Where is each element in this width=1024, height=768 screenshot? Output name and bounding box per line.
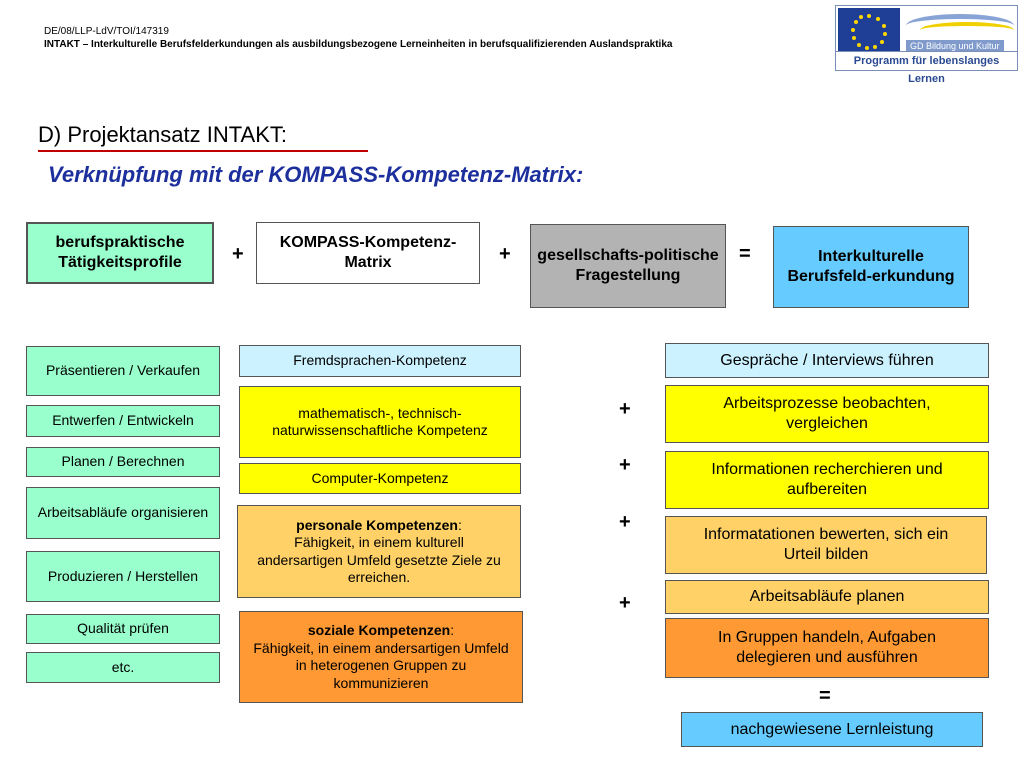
plus-sign-2: + <box>499 243 511 265</box>
title-underline <box>38 150 368 152</box>
top-box-kompass: KOMPASS-Kompetenz-Matrix <box>256 222 480 284</box>
top-box-question: gesellschafts-politische Fragestellung <box>530 224 726 308</box>
right-item-observe: Arbeitsprozesse beobachten, vergleichen <box>665 385 989 443</box>
program-label: Programm für lebenslanges Lernen <box>836 51 1017 70</box>
mid-item-foreign-language: Fremdsprachen-Kompetenz <box>239 345 521 377</box>
page-title: D) Projektansatz INTAKT: <box>38 122 287 147</box>
left-item-3: Planen / Berechnen <box>26 447 220 477</box>
eu-logo <box>835 5 1018 85</box>
page-subtitle: Verknüpfung mit der KOMPASS-Kompetenz-Matrix: <box>48 162 584 187</box>
plus-sign-right-4: + <box>619 592 631 614</box>
right-item-evaluate: Informatationen bewerten, sich ein Urteil bilden <box>665 516 987 574</box>
left-item-2: Entwerfen / Entwickeln <box>26 405 220 437</box>
right-item-plan: Arbeitsabläufe planen <box>665 580 989 614</box>
result-box: nachgewiesene Lernleistung <box>681 712 983 747</box>
left-item-7: etc. <box>26 652 220 683</box>
mid-item-math: mathematisch-, technisch-naturwissenschaftliche Kompetenz <box>239 386 521 458</box>
mid-item-computer: Computer-Kompetenz <box>239 463 521 494</box>
personal-title: personale Kompetenzen <box>296 516 458 533</box>
plus-sign-right-3: + <box>619 511 631 533</box>
equals-sign-bottom: = <box>819 685 831 707</box>
left-item-1: Präsentieren / Verkaufen <box>26 346 220 396</box>
personal-colon: : <box>457 516 462 533</box>
dg-label: GD Bildung und Kultur <box>906 40 1004 52</box>
left-item-5: Produzieren / Herstellen <box>26 551 220 602</box>
mid-item-social <box>239 611 523 703</box>
personal-competence-heading <box>296 517 462 535</box>
swoosh-yellow-icon <box>920 22 1014 38</box>
social-competence-heading <box>308 622 454 640</box>
eu-flag-icon <box>838 8 900 52</box>
equals-sign-top: = <box>739 243 751 265</box>
project-id: DE/08/LLP-LdV/TOI/147319 <box>44 26 169 37</box>
right-item-groups: In Gruppen handeln, Aufgaben delegieren und ausführen <box>665 618 989 678</box>
left-item-6: Qualität prüfen <box>26 614 220 644</box>
top-box-profiles: berufspraktische Tätigkeitsprofile <box>26 222 214 284</box>
project-title: INTAKT – Interkulturelle Berufsfelderkundungen als ausbildungsbezogene Lerneinheiten in berufsqualifizierenden Auslandspraktika <box>44 39 673 50</box>
right-item-research: Informationen recherchieren und aufbereiten <box>665 451 989 509</box>
mid-item-personal <box>237 505 521 598</box>
plus-sign-1: + <box>232 243 244 265</box>
plus-sign-right-1: + <box>619 398 631 420</box>
social-title: soziale Kompetenzen <box>307 622 451 638</box>
plus-sign-right-2: + <box>619 454 631 476</box>
social-colon: : <box>450 622 455 638</box>
social-competence-text: Fähigkeit, in einem andersartigen Umfeld in heterogenen Gruppen zu kommunizieren <box>253 639 509 691</box>
right-item-interviews: Gespräche / Interviews führen <box>665 343 989 378</box>
personal-competence-text: Fähigkeit, in einem kulturell andersartigen Umfeld gesetzte Ziele zu erreichen. <box>257 534 501 585</box>
left-item-4: Arbeitsabläufe organisieren <box>26 487 220 539</box>
top-box-intercultural: Interkulturelle Berufsfeld-erkundung <box>773 226 969 308</box>
